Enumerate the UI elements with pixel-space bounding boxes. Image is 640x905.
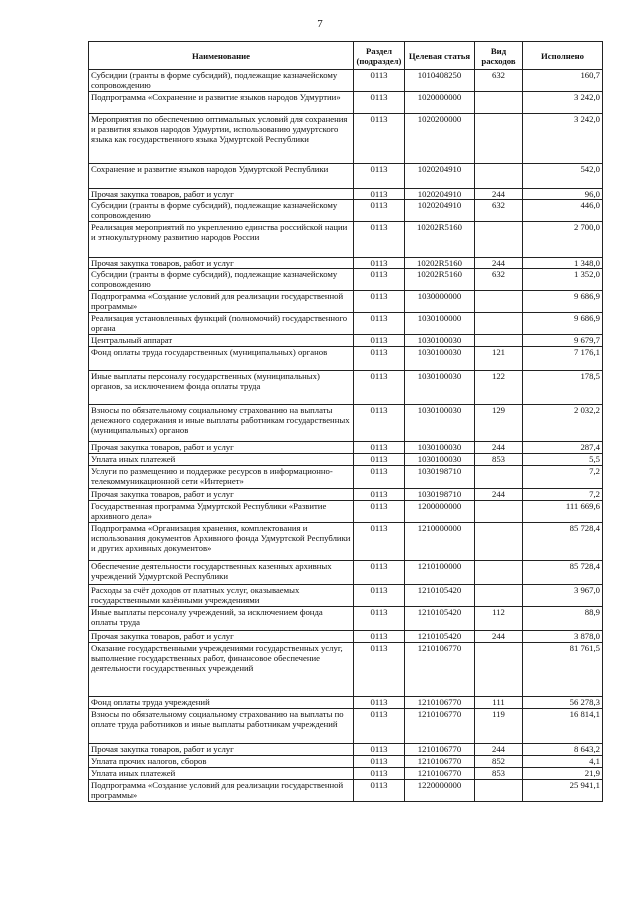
cell-section: 0113 xyxy=(354,222,405,258)
cell-executed: 88,9 xyxy=(523,607,603,631)
cell-section: 0113 xyxy=(354,313,405,335)
cell-expense-type xyxy=(475,466,523,489)
table-row xyxy=(89,222,603,258)
budget-table-body xyxy=(89,70,603,802)
cell-name: Уплата иных платежей xyxy=(89,768,354,780)
table-row xyxy=(89,200,603,222)
cell-expense-type: 244 xyxy=(475,442,523,454)
cell-section: 0113 xyxy=(354,709,405,744)
cell-section: 0113 xyxy=(354,70,405,92)
cell-article: 1020204910 xyxy=(405,200,475,222)
table-row xyxy=(89,442,603,454)
table-row xyxy=(89,258,603,269)
cell-article: 1210106770 xyxy=(405,697,475,709)
table-row xyxy=(89,523,603,561)
cell-expense-type xyxy=(475,501,523,523)
cell-expense-type: 853 xyxy=(475,454,523,466)
table-row xyxy=(89,335,603,347)
cell-article: 1020000000 xyxy=(405,92,475,114)
header-expense-type: Вид расходов xyxy=(475,42,523,70)
table-row xyxy=(89,70,603,92)
table-row xyxy=(89,466,603,489)
cell-name: Обеспечение деятельности государственных казенных архивных учреждений Удмуртской Республики xyxy=(89,561,354,585)
cell-article: 1030198710 xyxy=(405,489,475,501)
cell-executed: 160,7 xyxy=(523,70,603,92)
cell-article: 1030100030 xyxy=(405,454,475,466)
cell-article: 1030100030 xyxy=(405,335,475,347)
cell-section: 0113 xyxy=(354,489,405,501)
table-row xyxy=(89,561,603,585)
cell-executed: 3 242,0 xyxy=(523,114,603,164)
cell-executed: 7,2 xyxy=(523,489,603,501)
cell-article: 1030100000 xyxy=(405,313,475,335)
cell-name: Подпрограмма «Организация хранения, комплектования и использования документов Архивного фонда Удмуртской Республики и других архивных документов» xyxy=(89,523,354,561)
table-row xyxy=(89,501,603,523)
cell-article: 1210105420 xyxy=(405,631,475,643)
table-row xyxy=(89,489,603,501)
cell-expense-type: 852 xyxy=(475,756,523,768)
cell-executed: 25 941,1 xyxy=(523,780,603,802)
cell-section: 0113 xyxy=(354,371,405,405)
table-row xyxy=(89,768,603,780)
cell-section: 0113 xyxy=(354,442,405,454)
cell-expense-type: 244 xyxy=(475,189,523,200)
cell-article: 10202R5160 xyxy=(405,258,475,269)
cell-executed: 7,2 xyxy=(523,466,603,489)
cell-name: Прочая закупка товаров, работ и услуг xyxy=(89,258,354,269)
cell-section: 0113 xyxy=(354,768,405,780)
table-row xyxy=(89,347,603,371)
table-row xyxy=(89,189,603,200)
table-row xyxy=(89,371,603,405)
cell-section: 0113 xyxy=(354,200,405,222)
cell-expense-type xyxy=(475,585,523,607)
cell-executed: 7 176,1 xyxy=(523,347,603,371)
cell-article: 10202R5160 xyxy=(405,269,475,291)
cell-section: 0113 xyxy=(354,607,405,631)
cell-expense-type xyxy=(475,780,523,802)
cell-expense-type xyxy=(475,523,523,561)
table-row xyxy=(89,585,603,607)
cell-expense-type: 853 xyxy=(475,768,523,780)
cell-expense-type: 244 xyxy=(475,744,523,756)
cell-article: 1030100030 xyxy=(405,347,475,371)
cell-name: Реализация мероприятий по укреплению единства российской нации и этнокультурному развитию народов России xyxy=(89,222,354,258)
cell-executed: 9 679,7 xyxy=(523,335,603,347)
cell-expense-type: 122 xyxy=(475,371,523,405)
cell-expense-type xyxy=(475,222,523,258)
table-row xyxy=(89,744,603,756)
cell-article: 1030100030 xyxy=(405,371,475,405)
cell-article: 1030000000 xyxy=(405,291,475,313)
cell-article: 1210100000 xyxy=(405,561,475,585)
cell-name: Подпрограмма «Создание условий для реализации государственной программы» xyxy=(89,291,354,313)
cell-expense-type xyxy=(475,92,523,114)
cell-article: 1030198710 xyxy=(405,466,475,489)
cell-expense-type: 632 xyxy=(475,200,523,222)
cell-article: 1210105420 xyxy=(405,585,475,607)
cell-expense-type xyxy=(475,114,523,164)
cell-expense-type xyxy=(475,643,523,697)
cell-expense-type: 129 xyxy=(475,405,523,442)
cell-section: 0113 xyxy=(354,454,405,466)
cell-name: Уплата прочих налогов, сборов xyxy=(89,756,354,768)
table-row xyxy=(89,643,603,697)
cell-executed: 178,5 xyxy=(523,371,603,405)
cell-name: Иные выплаты персоналу учреждений, за исключением фонда оплаты труда xyxy=(89,607,354,631)
cell-section: 0113 xyxy=(354,114,405,164)
table-row xyxy=(89,631,603,643)
cell-name: Прочая закупка товаров, работ и услуг xyxy=(89,631,354,643)
cell-article: 1210106770 xyxy=(405,768,475,780)
cell-executed: 1 352,0 xyxy=(523,269,603,291)
cell-name: Прочая закупка товаров, работ и услуг xyxy=(89,489,354,501)
cell-article: 1210106770 xyxy=(405,643,475,697)
cell-executed: 3 878,0 xyxy=(523,631,603,643)
page-number: 7 xyxy=(317,18,323,30)
cell-executed: 446,0 xyxy=(523,200,603,222)
header-executed: Исполнено xyxy=(523,42,603,70)
cell-executed: 81 761,5 xyxy=(523,643,603,697)
cell-executed: 1 348,0 xyxy=(523,258,603,269)
cell-executed: 85 728,4 xyxy=(523,523,603,561)
cell-article: 1220000000 xyxy=(405,780,475,802)
cell-expense-type: 244 xyxy=(475,489,523,501)
cell-name: Субсидии (гранты в форме субсидий), подлежащие казначейскому сопровождению xyxy=(89,70,354,92)
header-section: Раздел (подраздел) xyxy=(354,42,405,70)
cell-name: Фонд оплаты труда учреждений xyxy=(89,697,354,709)
cell-name: Расходы за счёт доходов от платных услуг, оказываемых государственными казёнными учреждениями xyxy=(89,585,354,607)
cell-article: 1210000000 xyxy=(405,523,475,561)
cell-section: 0113 xyxy=(354,585,405,607)
cell-article: 1210106770 xyxy=(405,744,475,756)
cell-expense-type xyxy=(475,335,523,347)
cell-section: 0113 xyxy=(354,631,405,643)
cell-article: 1210105420 xyxy=(405,607,475,631)
cell-name: Государственная программа Удмуртской Республики «Развитие архивного дела» xyxy=(89,501,354,523)
table-row xyxy=(89,291,603,313)
cell-name: Уплата иных платежей xyxy=(89,454,354,466)
cell-executed: 9 686,9 xyxy=(523,313,603,335)
cell-section: 0113 xyxy=(354,164,405,189)
cell-name: Реализация установленных функций (полномочий) государственного органа xyxy=(89,313,354,335)
cell-executed: 85 728,4 xyxy=(523,561,603,585)
cell-article: 1200000000 xyxy=(405,501,475,523)
table-row xyxy=(89,709,603,744)
cell-section: 0113 xyxy=(354,780,405,802)
cell-section: 0113 xyxy=(354,501,405,523)
cell-section: 0113 xyxy=(354,92,405,114)
cell-article: 1010408250 xyxy=(405,70,475,92)
table-row xyxy=(89,405,603,442)
cell-article: 1030100030 xyxy=(405,405,475,442)
cell-article: 10202R5160 xyxy=(405,222,475,258)
cell-section: 0113 xyxy=(354,561,405,585)
cell-name: Взносы по обязательному социальному страхованию на выплаты по оплате труда работников и иные выплаты работникам учреждений xyxy=(89,709,354,744)
cell-expense-type xyxy=(475,561,523,585)
table-row xyxy=(89,454,603,466)
cell-executed: 96,0 xyxy=(523,189,603,200)
cell-executed: 542,0 xyxy=(523,164,603,189)
cell-article: 1210106770 xyxy=(405,709,475,744)
cell-section: 0113 xyxy=(354,269,405,291)
header-name: Наименование xyxy=(89,42,354,70)
cell-name: Подпрограмма «Сохранение и развитие языков народов Удмуртии» xyxy=(89,92,354,114)
cell-article: 1210106770 xyxy=(405,756,475,768)
cell-name: Услуги по размещению и поддержке ресурсов в информационно-телекоммуникационной сети «Интернет» xyxy=(89,466,354,489)
cell-section: 0113 xyxy=(354,189,405,200)
table-row xyxy=(89,607,603,631)
cell-expense-type xyxy=(475,164,523,189)
cell-expense-type xyxy=(475,313,523,335)
table-row xyxy=(89,114,603,164)
cell-executed: 111 669,6 xyxy=(523,501,603,523)
cell-article: 1020200000 xyxy=(405,114,475,164)
cell-name: Прочая закупка товаров, работ и услуг xyxy=(89,744,354,756)
cell-executed: 16 814,1 xyxy=(523,709,603,744)
table-row xyxy=(89,756,603,768)
cell-name: Прочая закупка товаров, работ и услуг xyxy=(89,442,354,454)
cell-executed: 287,4 xyxy=(523,442,603,454)
cell-name: Субсидии (гранты в форме субсидий), подлежащие казначейскому сопровождению xyxy=(89,200,354,222)
cell-section: 0113 xyxy=(354,335,405,347)
table-row xyxy=(89,313,603,335)
cell-section: 0113 xyxy=(354,466,405,489)
cell-article: 1030100030 xyxy=(405,442,475,454)
cell-name: Субсидии (гранты в форме субсидий), подлежащие казначейскому сопровождению xyxy=(89,269,354,291)
cell-name: Мероприятия по обеспечению оптимальных условий для сохранения и развития языков народов Удмуртии, использованию удмуртского языка как государственного языка Удмуртской Республики xyxy=(89,114,354,164)
cell-expense-type: 244 xyxy=(475,631,523,643)
cell-executed: 5,5 xyxy=(523,454,603,466)
table-row xyxy=(89,780,603,802)
cell-section: 0113 xyxy=(354,347,405,371)
cell-name: Центральный аппарат xyxy=(89,335,354,347)
cell-name: Иные выплаты персоналу государственных (муниципальных) органов, за исключением фонда оплаты труда xyxy=(89,371,354,405)
cell-name: Прочая закупка товаров, работ и услуг xyxy=(89,189,354,200)
cell-name: Подпрограмма «Создание условий для реализации государственной программы» xyxy=(89,780,354,802)
cell-expense-type: 121 xyxy=(475,347,523,371)
budget-table xyxy=(88,41,603,802)
cell-section: 0113 xyxy=(354,405,405,442)
cell-name: Сохранение и развитие языков народов Удмуртской Республики xyxy=(89,164,354,189)
cell-executed: 4,1 xyxy=(523,756,603,768)
cell-name: Фонд оплаты труда государственных (муниципальных) органов xyxy=(89,347,354,371)
cell-executed: 2 032,2 xyxy=(523,405,603,442)
cell-executed: 8 643,2 xyxy=(523,744,603,756)
table-row xyxy=(89,92,603,114)
cell-expense-type: 111 xyxy=(475,697,523,709)
cell-section: 0113 xyxy=(354,643,405,697)
cell-section: 0113 xyxy=(354,744,405,756)
cell-executed: 2 700,0 xyxy=(523,222,603,258)
cell-section: 0113 xyxy=(354,756,405,768)
cell-section: 0113 xyxy=(354,291,405,313)
cell-executed: 3 967,0 xyxy=(523,585,603,607)
table-row xyxy=(89,269,603,291)
cell-article: 1020204910 xyxy=(405,164,475,189)
cell-executed: 56 278,3 xyxy=(523,697,603,709)
header-article: Целевая статья xyxy=(405,42,475,70)
table-row xyxy=(89,164,603,189)
cell-name: Оказание государственными учреждениями государственных услуг, выполнение государственных работ, финансовое обеспечение деятельности государственных учреждений xyxy=(89,643,354,697)
cell-expense-type: 632 xyxy=(475,269,523,291)
cell-section: 0113 xyxy=(354,258,405,269)
cell-executed: 21,9 xyxy=(523,768,603,780)
cell-name: Взносы по обязательному социальному страхованию на выплаты денежного содержания и иные выплаты работникам государственных (муниципальных) органов xyxy=(89,405,354,442)
cell-executed: 9 686,9 xyxy=(523,291,603,313)
cell-section: 0113 xyxy=(354,523,405,561)
cell-expense-type: 119 xyxy=(475,709,523,744)
cell-section: 0113 xyxy=(354,697,405,709)
cell-expense-type: 244 xyxy=(475,258,523,269)
table-row xyxy=(89,697,603,709)
cell-expense-type xyxy=(475,291,523,313)
cell-article: 1020204910 xyxy=(405,189,475,200)
cell-executed: 3 242,0 xyxy=(523,92,603,114)
cell-expense-type: 112 xyxy=(475,607,523,631)
cell-expense-type: 632 xyxy=(475,70,523,92)
header-row xyxy=(89,42,603,70)
